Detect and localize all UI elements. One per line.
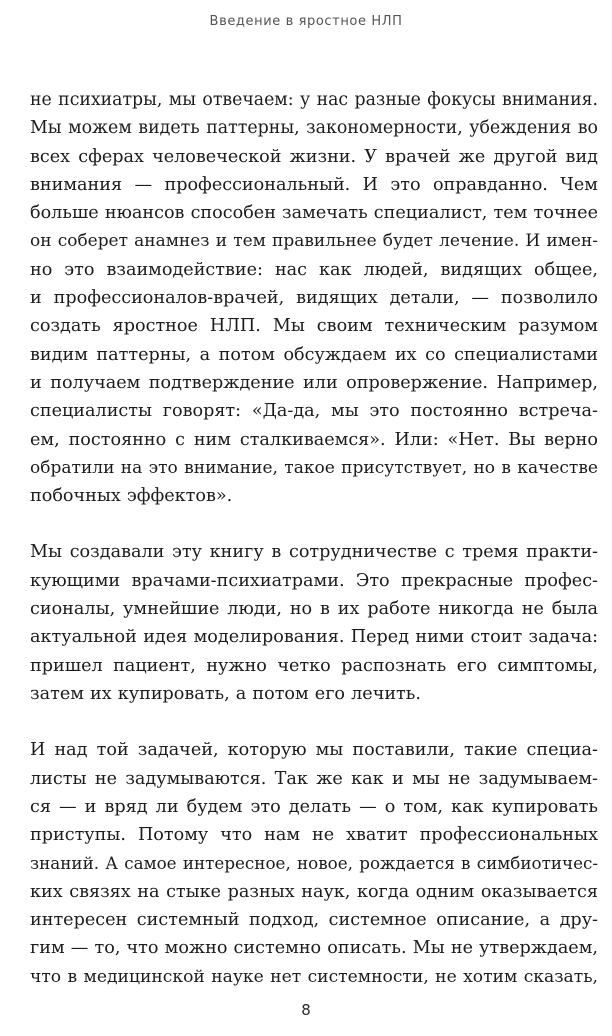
text-line: сионалы, умнейшие люди, но в их работе никогда не была — [30, 599, 598, 620]
paragraph-gap — [30, 510, 598, 538]
text-line: И над той задачей, которую мы поставили, такие специа- — [30, 740, 598, 761]
text-line: внимания — профессиональный. И это оправданно. Чем — [30, 174, 598, 195]
text-line: ем, постоянно с ним сталкиваемся». Или: «Нет. Вы верно — [30, 429, 598, 450]
text-line: приступы. Потому что нам не хватит профессиональных — [30, 825, 598, 846]
text-line: и профессионалов-врачей, видящих детали, — позволило — [30, 288, 598, 309]
text-line: знаний. А самое интересное, новое, рождается в симбиотичес- — [30, 853, 598, 874]
text-line: создать яростное НЛП. Мы своим техническим разумом — [30, 316, 598, 337]
text-line: затем их купировать, а потом его лечить. — [30, 683, 421, 704]
text-line: всех сферах человеческой жизни. У врачей же другой вид — [30, 146, 598, 167]
text-line: листы не задумываются. Так же как и мы не задумываем- — [30, 768, 598, 789]
text-line: больше нюансов способен замечать специалист, тем точнее — [30, 203, 598, 224]
text-line: он соберет анамнез и тем правильнее будет лечение. И имен- — [30, 231, 598, 252]
page-number: 8 — [301, 1001, 311, 1019]
paragraph — [30, 736, 598, 991]
text-line: интересен системный подход, системное описание, а дру- — [30, 910, 598, 931]
text-line: не психиатры, мы отвечаем: у нас разные фокусы внимания. — [30, 90, 598, 110]
text-line: но это взаимодействие: нас как людей, видящих общее, — [30, 259, 598, 280]
text-line: видим паттерны, а потом обсуждаем их со специалистами — [30, 344, 598, 365]
body-text — [30, 86, 598, 991]
text-line: побочных эффектов». — [30, 486, 233, 507]
text-line: специалисты говорят: «Да-да, мы это постоянно встреча- — [30, 401, 598, 422]
text-line: и получаем подтверждение или опровержение. Например, — [30, 372, 598, 393]
text-line: что в медицинской науке нет системности, не хотим сказать, — [30, 966, 598, 987]
paragraph — [30, 538, 598, 708]
text-line: актуальной идея моделирования. Перед ними стоит задача: — [30, 627, 598, 648]
text-line: ких связях на стыке разных наук, когда одним оказывается — [30, 881, 598, 902]
text-line: ся — и вряд ли будем это делать — о том, как купировать — [30, 796, 598, 817]
paragraph — [30, 86, 598, 510]
text-line: гим — то, что можно системно описать. Мы не утверждаем, — [30, 938, 598, 959]
text-line: кующими врачами-психиатрами. Это прекрасные профес- — [30, 570, 598, 591]
text-line: Мы можем видеть паттерны, закономерности, убеждения во — [30, 118, 598, 139]
text-line: пришел пациент, нужно четко распознать его симптомы, — [30, 655, 598, 676]
text-line: обратили на это внимание, такое присутствует, но в качестве — [30, 457, 598, 478]
running-header: Введение в яростное НЛП — [209, 14, 403, 29]
paragraph-gap — [30, 708, 598, 736]
text-line: Мы создавали эту книгу в сотрудничестве с тремя практи- — [30, 542, 598, 563]
